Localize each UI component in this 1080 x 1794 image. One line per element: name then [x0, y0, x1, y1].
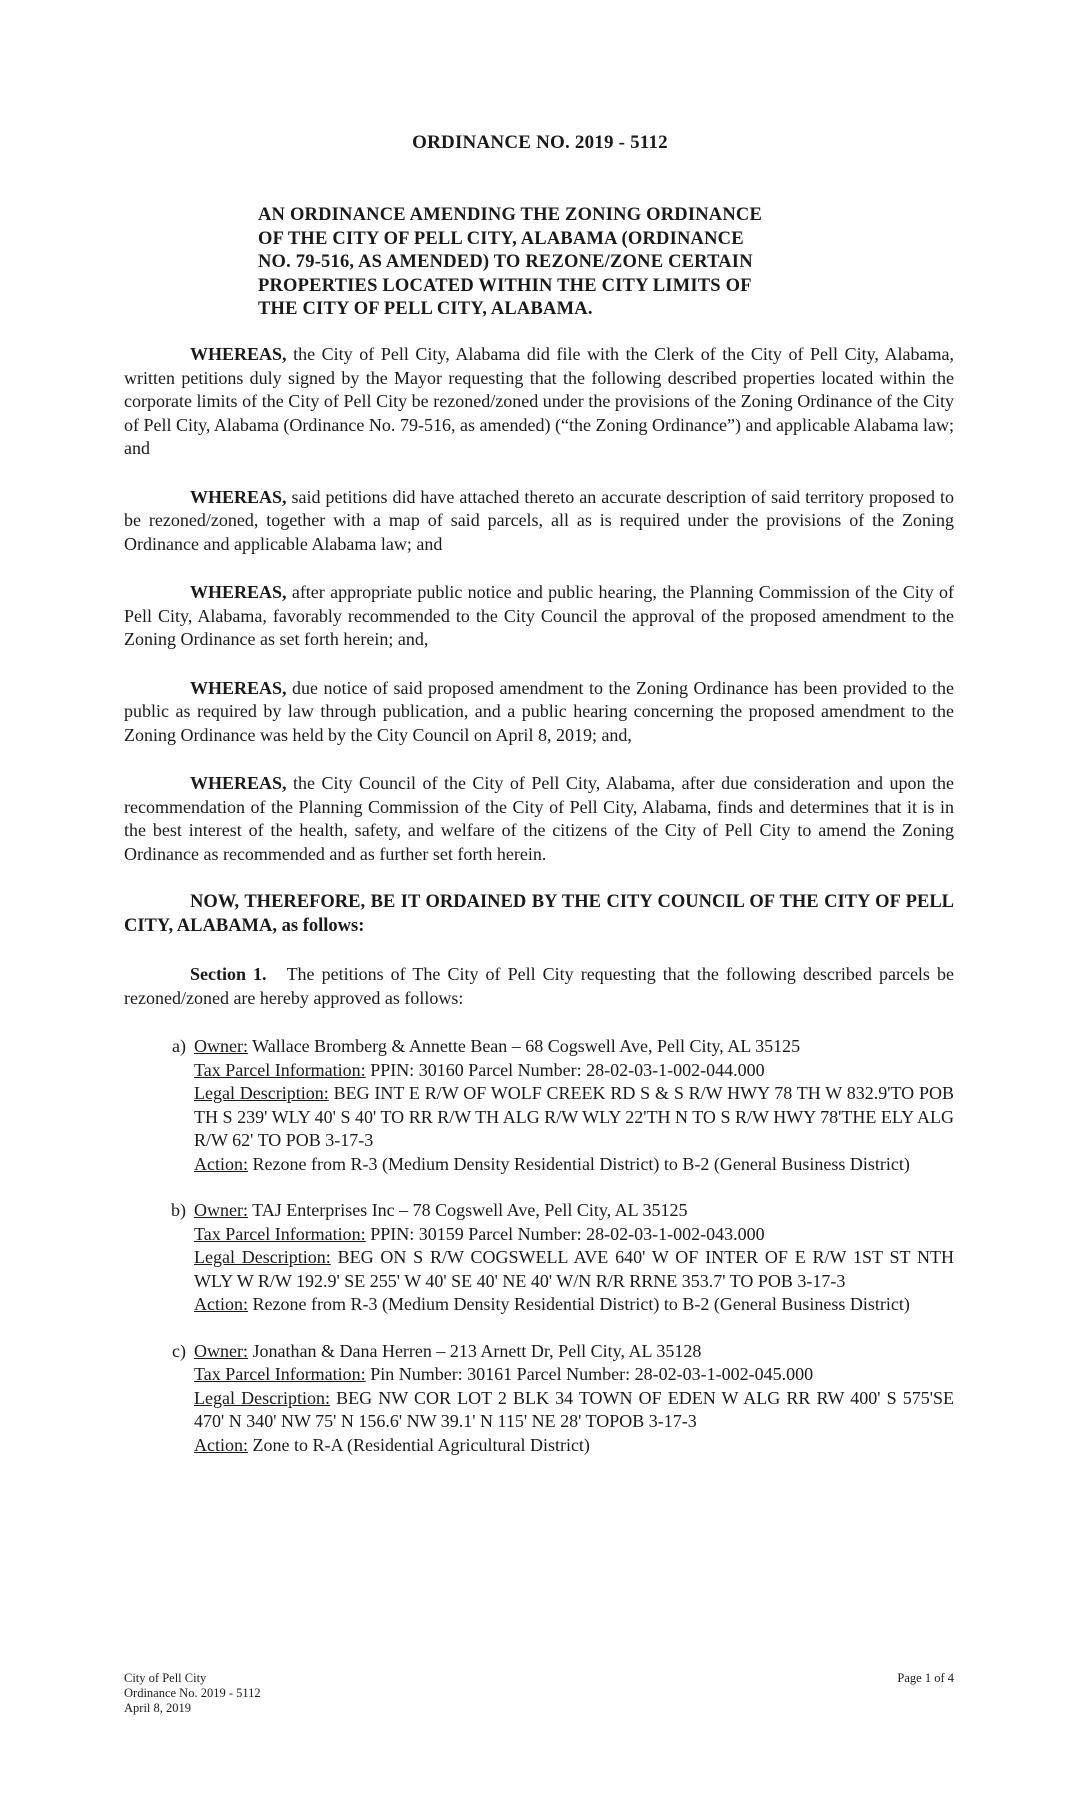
owner-value: Jonathan & Dana Herren – 213 Arnett Dr, Pell City, AL 35128 [247, 1340, 702, 1361]
whereas-text: after appropriate public notice and public hearing, the Planning Commission of the City of Pell City, Alabama, favorably recommended to the City Council the approval of the proposed amendment to the Zoning Ordinance as set forth herein; and, [124, 582, 954, 649]
title-line: NO. 79-516, AS AMENDED) TO REZONE/ZONE CERTAIN [258, 252, 753, 272]
page-number: Page 1 of 4 [897, 1671, 954, 1685]
whereas-paragraph [124, 677, 954, 748]
parcel-legal [194, 1246, 954, 1293]
footer-city: City of Pell City [124, 1671, 207, 1685]
owner-label: Owner: [194, 1340, 248, 1361]
title-line: PROPERTIES LOCATED WITHIN THE CITY LIMITS OF [258, 275, 752, 296]
whereas-label: WHEREAS, [190, 582, 287, 602]
legal-value: BEG ON S R/W COGSWELL AVE 640' W OF INTER OF E R/W 1ST ST NTH WLY W R/W 192.9' SE 255' W 40' SE 40' NE 40' W/N R/R RRNE 353.7' TO POB 3-17-3 [194, 1247, 954, 1291]
legal-label: Legal Description: [194, 1387, 331, 1408]
title-line: AN ORDINANCE AMENDING THE ZONING ORDINANCE [258, 205, 763, 225]
action-value: Rezone from R-3 (Medium Density Residential District) to B-2 (General Business District) [248, 1153, 910, 1174]
action-label: Action: [194, 1294, 248, 1314]
parcel-action [194, 1153, 954, 1177]
parcel-letter: a) [172, 1036, 186, 1056]
whereas-paragraph [124, 581, 954, 652]
whereas-label: WHEREAS, [190, 677, 287, 698]
parcel-tax-info [194, 1059, 954, 1083]
whereas-paragraph [124, 343, 954, 461]
legal-label: Legal Description: [194, 1083, 329, 1103]
tax-label: Tax Parcel Information: [194, 1223, 366, 1244]
title-line: OF THE CITY OF PELL CITY, ALABAMA (ORDINANCE [258, 228, 744, 249]
legal-label: Legal Description: [194, 1247, 331, 1267]
footer-info [124, 1671, 261, 1716]
owner-label: Owner: [194, 1200, 248, 1220]
parcel-details [194, 1340, 954, 1458]
action-label: Action: [194, 1153, 248, 1174]
tax-value: Pin Number: 30161 Parcel Number: 28-02-03-1-002-045.000 [365, 1364, 814, 1384]
parcel-legal [194, 1387, 954, 1434]
now-therefore-clause: NOW, THEREFORE, BE IT ORDAINED BY THE CITY COUNCIL OF THE CITY OF PELL CITY, ALABAMA, as follows: [124, 892, 954, 936]
owner-label: Owner: [194, 1036, 248, 1056]
footer-date: April 8, 2019 [124, 1701, 192, 1715]
tax-label: Tax Parcel Information: [194, 1364, 366, 1384]
whereas-text: the City of Pell City, Alabama did file with the Clerk of the City of Pell City, Alabama, written petitions duly signed by the Mayor requesting that the following described properties located within the corporate limits of the City of Pell City be rezoned/zoned under the provisions of the Zoning Ordinance of the City of Pell City, Alabama (Ordinance No. 79-516, as amended) (“the Zoning Ordinance”) and applicable Alabama law; and [124, 344, 954, 458]
parcel-item [124, 1340, 954, 1458]
parcel-action [194, 1434, 954, 1458]
whereas-text: said petitions did have attached thereto an accurate description of said territory proposed to be rezoned/zoned, together with a map of said parcels, all as is required under the provisions of the Zoning Ordinance and applicable Alabama law; and [124, 486, 954, 554]
tax-value: PPIN: 30159 Parcel Number: 28-02-03-1-002-043.000 [365, 1223, 765, 1244]
whereas-label: WHEREAS, [190, 344, 287, 364]
whereas-label: WHEREAS, [190, 486, 287, 507]
whereas-paragraph [124, 486, 954, 557]
footer-ordinance: Ordinance No. 2019 - 5112 [124, 1686, 261, 1700]
title-line: THE CITY OF PELL CITY, ALABAMA. [258, 299, 593, 319]
parcel-item [124, 1035, 954, 1176]
document-body [124, 343, 954, 1480]
parcel-details [194, 1035, 954, 1176]
action-label: Action: [194, 1434, 248, 1455]
parcel-tax-info [194, 1223, 954, 1247]
parcel-tax-info [194, 1363, 954, 1387]
owner-value: Wallace Bromberg & Annette Bean – 68 Cogswell Ave, Pell City, AL 35125 [247, 1036, 801, 1056]
parcel-item [124, 1199, 954, 1317]
action-value: Zone to R-A (Residential Agricultural District) [248, 1434, 590, 1455]
whereas-label: WHEREAS, [190, 773, 287, 793]
whereas-text: due notice of said proposed amendment to the Zoning Ordinance has been provided to the public as required by law through publication, and a public hearing concerning the proposed amendment to the Zoning Ordinance was held by the City Council on April 8, 2019; and, [124, 677, 954, 745]
section-1-label: Section 1. [190, 964, 267, 984]
owner-value: TAJ Enterprises Inc – 78 Cogswell Ave, Pell City, AL 35125 [247, 1200, 688, 1220]
parcel-owner [194, 1340, 954, 1364]
legal-value: BEG INT E R/W OF WOLF CREEK RD S & S R/W HWY 78 TH W 832.9'TO POB TH S 239' WLY 40' S 40' TO RR R/W TH ALG R/W WLY 22'TH N TO S R/W HWY 78'THE ELY ALG R/W 62' TO POB 3-17-3 [194, 1083, 954, 1150]
whereas-text: the City Council of the City of Pell City, Alabama, after due consideration and upon the recommendation of the Planning Commission of the City of Pell City, Alabama, finds and determines that it is in the best interest of the health, safety, and welfare of the citizens of the City of Pell City to amend the Zoning Ordinance as recommended and as further set forth herein. [124, 773, 954, 864]
tax-label: Tax Parcel Information: [194, 1059, 366, 1080]
parcel-action [194, 1293, 954, 1317]
parcel-legal [194, 1082, 954, 1153]
whereas-paragraph [124, 772, 954, 866]
tax-value: PPIN: 30160 Parcel Number: 28-02-03-1-002-044.000 [365, 1059, 765, 1080]
parcel-letter: c) [172, 1340, 186, 1361]
parcel-owner [194, 1035, 954, 1059]
parcel-list [124, 1035, 954, 1457]
ordinance-number: ORDINANCE NO. 2019 - 5112 [412, 132, 668, 153]
parcel-letter: b) [171, 1200, 186, 1220]
ordinance-title [258, 204, 898, 322]
parcel-details [194, 1199, 954, 1317]
legal-value: BEG NW COR LOT 2 BLK 34 TOWN OF EDEN W ALG RR RW 400' S 575'SE 470' N 340' NW 75' N 156.6' NW 39.1' N 115' NE 28' TOPOB 3-17-3 [194, 1387, 954, 1431]
action-value: Rezone from R-3 (Medium Density Residential District) to B-2 (General Business District) [248, 1294, 910, 1314]
section-1-text: The petitions of The City of Pell City requesting that the following described parcels be rezoned/zoned are hereby approved as follows: [124, 964, 954, 1008]
parcel-owner [194, 1199, 954, 1223]
section-1 [124, 963, 954, 1010]
